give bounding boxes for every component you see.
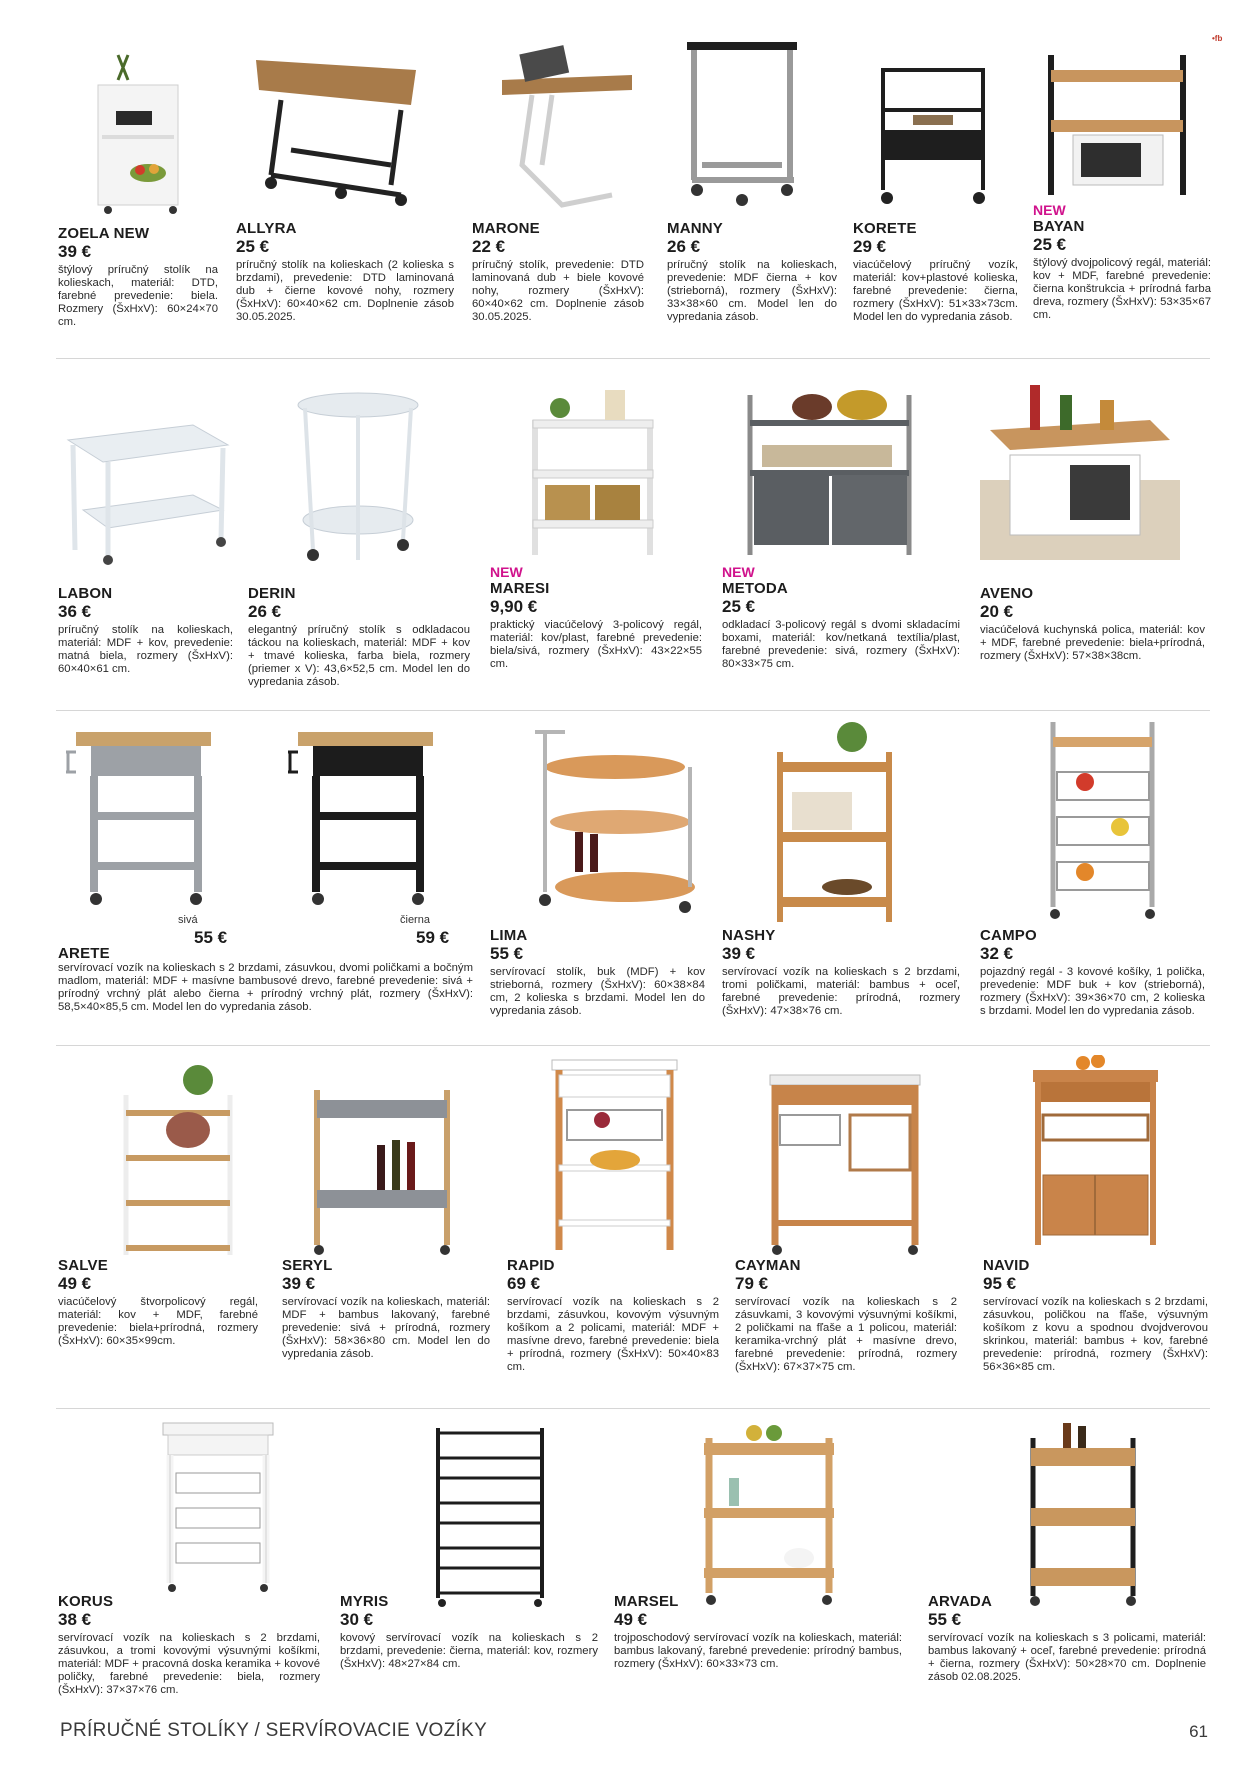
new-badge: NEW bbox=[1033, 202, 1066, 218]
wooden-cart-icon bbox=[547, 1055, 682, 1260]
basket-rack-icon bbox=[1045, 722, 1160, 922]
product-price: 38 € bbox=[58, 1610, 92, 1629]
product-image-allyra bbox=[251, 45, 441, 210]
product-description: štýlový dvojpolicový regál, materiál: kov + MDF, farebné prevedenie: čierna konštrukcia + prírodná farba dreva, rozmery (ŠxHxV): 53×35×67 cm. bbox=[1033, 257, 1211, 322]
product-name: AVENO bbox=[980, 585, 1034, 602]
desk-table-icon bbox=[251, 45, 441, 210]
product-name: LABON bbox=[58, 585, 113, 602]
round-tray-table-icon bbox=[293, 390, 423, 570]
product-image-maresi bbox=[525, 370, 660, 560]
product-image-arete-black bbox=[288, 722, 438, 907]
product-zoela[interactable] bbox=[58, 40, 218, 350]
product-description: servírovací vozík na kolieskach s 2 brzdami, tromi poličkami, materiál: bambus + oceľ, farebné prevedenie: prírodná, rozmery (ŠxHxV): 47×38×76 cm. bbox=[722, 966, 960, 1018]
product-description: trojposchodový servírovací vozík na kolieskach, materiál: bambus lakovaný, farebné prevedenie: prírodný bambus, rozmery (ŠxHxV): 60×33×73 cm. bbox=[614, 1632, 902, 1671]
product-arvada[interactable] bbox=[928, 1418, 1210, 1708]
product-price: 39 € bbox=[58, 242, 92, 261]
c-table-icon bbox=[682, 40, 812, 210]
product-name: MANNY bbox=[667, 220, 723, 237]
product-name: CAMPO bbox=[980, 927, 1037, 944]
metal-basket-cart-icon bbox=[430, 1418, 550, 1608]
serving-trolley-icon bbox=[525, 722, 700, 922]
product-manny[interactable] bbox=[667, 40, 837, 350]
product-name: KORETE bbox=[853, 220, 917, 237]
product-image-marone bbox=[482, 45, 642, 210]
product-myris[interactable] bbox=[340, 1418, 600, 1708]
product-image-campo bbox=[1045, 722, 1160, 922]
product-name: MARESI bbox=[490, 580, 550, 597]
product-nashy[interactable] bbox=[722, 722, 962, 1042]
product-description: príručný stolík, prevedenie: DTD laminovaná dub + biele kovové nohy, rozmery (ŠxHxV): 60×40×62 cm. Doplnenie zásob 30.05.2025. bbox=[472, 259, 644, 324]
product-name: LIMA bbox=[490, 927, 528, 944]
product-navid[interactable] bbox=[983, 1055, 1211, 1400]
product-name: KORUS bbox=[58, 1593, 114, 1610]
product-price: 95 € bbox=[983, 1274, 1017, 1293]
product-price: 9,90 € bbox=[490, 597, 538, 616]
row-separator bbox=[56, 710, 1210, 711]
product-rapid[interactable] bbox=[507, 1055, 722, 1400]
product-name: ALLYRA bbox=[236, 220, 297, 237]
product-korete[interactable] bbox=[853, 40, 1018, 350]
product-image-cayman bbox=[765, 1070, 925, 1255]
side-table-icon bbox=[78, 45, 198, 220]
product-marone[interactable] bbox=[472, 40, 647, 350]
product-image-aveno bbox=[980, 370, 1180, 560]
row-separator bbox=[56, 1408, 1210, 1409]
product-image-korus bbox=[158, 1418, 278, 1593]
product-price: 55 € bbox=[490, 944, 524, 963]
product-name: ARVADA bbox=[928, 1593, 992, 1610]
product-price: 49 € bbox=[614, 1610, 648, 1629]
product-description: servírovací vozík na kolieskach s 2 brzdami, zásuvkou, a tromi kovovými výsuvnými košíkmi, materiál: MDF + pracovná doska keramika + kovové poličky, farebné prevedenie: biela, rozmery (ŠxHxV): 37×37×76 cm. bbox=[58, 1632, 320, 1697]
microwave-shelf-icon bbox=[980, 370, 1180, 560]
product-metoda[interactable] bbox=[722, 370, 962, 700]
new-badge: NEW bbox=[490, 564, 523, 580]
product-name: BAYAN bbox=[1033, 218, 1085, 235]
page-number: 61 bbox=[1189, 1722, 1208, 1741]
product-description: servírovací vozík na kolieskach, materiál: MDF + bambus lakovaný, farebné prevedenie: sivá + prírodná, rozmery (ŠxHxV): 58×36×80 cm. Model len do vypredania zásob. bbox=[282, 1296, 490, 1361]
product-price: 29 € bbox=[853, 237, 887, 256]
product-image-arete-grey bbox=[66, 722, 216, 907]
product-price: 25 € bbox=[1033, 235, 1067, 254]
product-seryl[interactable] bbox=[282, 1055, 492, 1400]
product-image-labon bbox=[63, 400, 233, 565]
product-name: MYRIS bbox=[340, 1593, 389, 1610]
product-price: 32 € bbox=[980, 944, 1014, 963]
product-image-metoda bbox=[742, 375, 917, 560]
product-image-bayan bbox=[1043, 40, 1193, 200]
product-description: príručný stolík na kolieskach, prevedenie: MDF čierna + kov (strieborná), rozmery (ŠxHxV): 33×38×60 cm. Model len do vypredania zásob. bbox=[667, 259, 837, 324]
product-price: 69 € bbox=[507, 1274, 541, 1293]
product-aveno[interactable] bbox=[980, 370, 1210, 700]
product-image-lima bbox=[525, 722, 700, 922]
cart-icon bbox=[873, 40, 998, 210]
laptop-table-icon bbox=[482, 45, 642, 210]
product-lima[interactable] bbox=[490, 722, 708, 1042]
product-image-nashy bbox=[772, 722, 897, 932]
product-korus[interactable] bbox=[58, 1418, 323, 1708]
product-price: 55 € bbox=[928, 1610, 962, 1629]
product-name: MARONE bbox=[472, 220, 540, 237]
white-cart-icon bbox=[158, 1418, 278, 1593]
product-description: príručný stolík na kolieskach, materiál: MDF + kov, prevedenie: matná biela, rozmery (ŠxHxV): 60×40×61 cm. bbox=[58, 624, 233, 676]
variant-price: 59 € bbox=[416, 928, 450, 947]
product-name: RAPID bbox=[507, 1257, 555, 1274]
product-name: NASHY bbox=[722, 927, 776, 944]
row-separator bbox=[56, 358, 1210, 359]
product-name: SALVE bbox=[58, 1257, 108, 1274]
product-description: viacúčelový štvorpolicový regál, materiál: kov + MDF, farebné prevedenie: biela+prírodná, rozmery (ŠxHxV): 60×35×99cm. bbox=[58, 1296, 258, 1348]
product-price: 26 € bbox=[667, 237, 701, 256]
product-image-myris bbox=[430, 1418, 550, 1608]
product-name: CAYMAN bbox=[735, 1257, 801, 1274]
wine-cart-icon bbox=[765, 1070, 925, 1255]
product-derin[interactable] bbox=[248, 370, 473, 700]
cabinet-cart-icon bbox=[1028, 1055, 1163, 1255]
product-image-manny bbox=[682, 40, 812, 210]
product-name: ZOELA NEW bbox=[58, 225, 150, 242]
product-description: štýlový príručný stolík na kolieskach, materiál: DTD, farebné prevedenie: biela. Rozmery (ŠxHxV): 60×24×70 cm. bbox=[58, 264, 218, 329]
product-description: elegantný príručný stolík s odkladacou táckou na kolieskach, materiál: MDF + kov + tmavé kolieska, farba biela, rozmery (priemer x V): 43,6×52,5 cm. Model len do vypredania zásob. bbox=[248, 624, 470, 689]
product-maresi[interactable] bbox=[490, 370, 705, 700]
product-bayan[interactable] bbox=[1033, 40, 1213, 350]
product-description: servírovací stolík, buk (MDF) + kov strieborná, rozmery (ŠxHxV): 60×38×84 cm, 2 kolieska s brzdami. Model len do vypredania zásob. bbox=[490, 966, 705, 1018]
product-price: 39 € bbox=[722, 944, 756, 963]
product-image-rapid bbox=[547, 1055, 682, 1260]
product-price: 20 € bbox=[980, 602, 1014, 621]
white-table-icon bbox=[63, 400, 233, 565]
product-price: 30 € bbox=[340, 1610, 374, 1629]
product-description: praktický viacúčelový 3-policový regál, materiál: kov/plast, farebné prevedenie: biela/sivá, rozmery (ŠxHxV): 43×22×55 cm. bbox=[490, 619, 702, 671]
black-bamboo-cart-icon bbox=[1023, 1418, 1143, 1608]
product-price: 25 € bbox=[722, 597, 756, 616]
row-separator bbox=[56, 1045, 1210, 1046]
product-price: 36 € bbox=[58, 602, 92, 621]
variant-label: čierna bbox=[400, 914, 430, 926]
three-shelf-icon bbox=[525, 370, 660, 560]
new-badge: NEW bbox=[722, 564, 755, 580]
product-description: servírovací vozík na kolieskach s 3 policami, materiál: bambus lakovaný + oceľ, farebné prevedenie: prírodná + čierna, rozmery (ŠxHxV): 50×28×70 cm. Doplnenie zásob 02.08.2025. bbox=[928, 1632, 1206, 1684]
product-image-navid bbox=[1028, 1055, 1163, 1255]
product-name: SERYL bbox=[282, 1257, 333, 1274]
product-price: 49 € bbox=[58, 1274, 92, 1293]
product-arete[interactable] bbox=[58, 722, 478, 1042]
product-description: odkladací 3-policový regál s dvomi skladacími boxami, materiál: kov/netkaná textília/plast, farebné prevedenie: sivá, rozmery (ŠxHxV): 80×33×75 cm. bbox=[722, 619, 960, 671]
product-name: DERIN bbox=[248, 585, 296, 602]
product-marsel[interactable] bbox=[614, 1418, 904, 1708]
product-name: MARSEL bbox=[614, 1593, 679, 1610]
language-flag-mark: •fb bbox=[1212, 34, 1223, 43]
product-description: kovový servírovací vozík na kolieskach s 2 brzdami, prevedenie: čierna, materiál: kov, rozmery (ŠxHxV): 48×27×84 cm. bbox=[340, 1632, 598, 1671]
product-image-korete bbox=[873, 40, 998, 210]
product-description: servírovací vozík na kolieskach s 2 brzdami, zásuvkou, dvomi poličkami a bočným madlom, materiál: MDF + masívne bambusové drevo, farebné prevedenie: sivá + prírodný vrchný plát alebo čierna + prírodný vrchný plát, rozmery (ŠxHxV): 58,5×40×85,5 cm. Model len do vypredania zásob. bbox=[58, 962, 473, 1014]
bamboo-cart-icon bbox=[772, 722, 897, 932]
kitchen-cart-icon bbox=[66, 722, 216, 907]
product-image-marsel bbox=[699, 1418, 839, 1608]
product-price: 22 € bbox=[472, 237, 506, 256]
bar-cart-icon bbox=[307, 1070, 457, 1255]
product-campo[interactable] bbox=[980, 722, 1210, 1042]
product-price: 39 € bbox=[282, 1274, 316, 1293]
product-allyra[interactable] bbox=[236, 40, 456, 350]
product-image-salve bbox=[118, 1055, 238, 1260]
product-name: METODA bbox=[722, 580, 788, 597]
section-title: PRÍRUČNÉ STOLÍKY / SERVÍROVACIE VOZÍKY bbox=[60, 1720, 488, 1741]
product-labon[interactable] bbox=[58, 370, 233, 700]
bamboo-trolley-icon bbox=[699, 1418, 839, 1608]
variant-label: sivá bbox=[178, 914, 198, 926]
product-price: 25 € bbox=[236, 237, 270, 256]
product-image-derin bbox=[293, 390, 423, 570]
product-description: pojazdný regál - 3 kovové košíky, 1 polička, prevedenie: MDF buk + kov (strieborná), rozmery (ŠxHxV): 39×36×70 cm, 2 kolieska s brzdami. Model len do vypredania zásob. bbox=[980, 966, 1205, 1018]
product-cayman[interactable] bbox=[735, 1055, 960, 1400]
four-shelf-icon bbox=[118, 1055, 238, 1260]
product-salve[interactable] bbox=[58, 1055, 263, 1400]
product-description: viacúčelový príručný vozík, materiál: kov+plastové kolieska, farebné prevedenie: čierna, rozmery (ŠxHxV): 51×33×73cm. Model len do vypredania zásob. bbox=[853, 259, 1018, 324]
product-price: 79 € bbox=[735, 1274, 769, 1293]
product-image-seryl bbox=[307, 1070, 457, 1255]
product-description: servírovací vozík na kolieskach s 2 brzdami, zásuvkou, kovovým výsuvným košíkom a 2 policami, materiál: MDF + masívne drevo, farebné prevedenie: biela + prírodná, rozmery (ŠxHxV): 50×40×83 cm. bbox=[507, 1296, 719, 1374]
storage-rack-icon bbox=[742, 375, 917, 560]
product-name: ARETE bbox=[58, 945, 110, 962]
product-image-arvada bbox=[1023, 1418, 1143, 1608]
product-description: viacúčelová kuchynská polica, materiál: kov + MDF, farebné prevedenie: biela+prírodná, rozmery (ŠxHxV): 57×38×38cm. bbox=[980, 624, 1205, 663]
product-description: servírovací vozík na kolieskach s 2 zásuvkami, 3 kovovými výsuvnými košíkmi, 2 poličkami na fľaše a 1 policou, materiál: keramika-vrchný plát + masívne drevo, farebné prevedenie: prírodná, rozmery (ŠxHxV): 67×37×75 cm. bbox=[735, 1296, 957, 1374]
kitchen-cart-icon bbox=[288, 722, 438, 907]
product-description: servírovací vozík na kolieskach s 2 brzdami, zásuvkou, poličkou na fľaše, výsuvným košíkom z kovu a spodnou dvojdverovou skrinkou, materiál: bambus + kov, farebné prevedenie: prírodná, rozmery (ŠxHxV): 56×36×85 cm. bbox=[983, 1296, 1208, 1374]
shelf-rack-icon bbox=[1043, 40, 1193, 200]
product-price: 26 € bbox=[248, 602, 282, 621]
product-image-zoela bbox=[78, 45, 198, 220]
variant-price: 55 € bbox=[194, 928, 228, 947]
product-description: príručný stolík na kolieskach (2 kolieska s brzdami), prevedenie: DTD laminovaná dub + čierne kovové nohy, rozmery (ŠxHxV): 60×40×62 cm. Doplnenie zásob 30.05.2025. bbox=[236, 259, 454, 324]
product-name: NAVID bbox=[983, 1257, 1030, 1274]
